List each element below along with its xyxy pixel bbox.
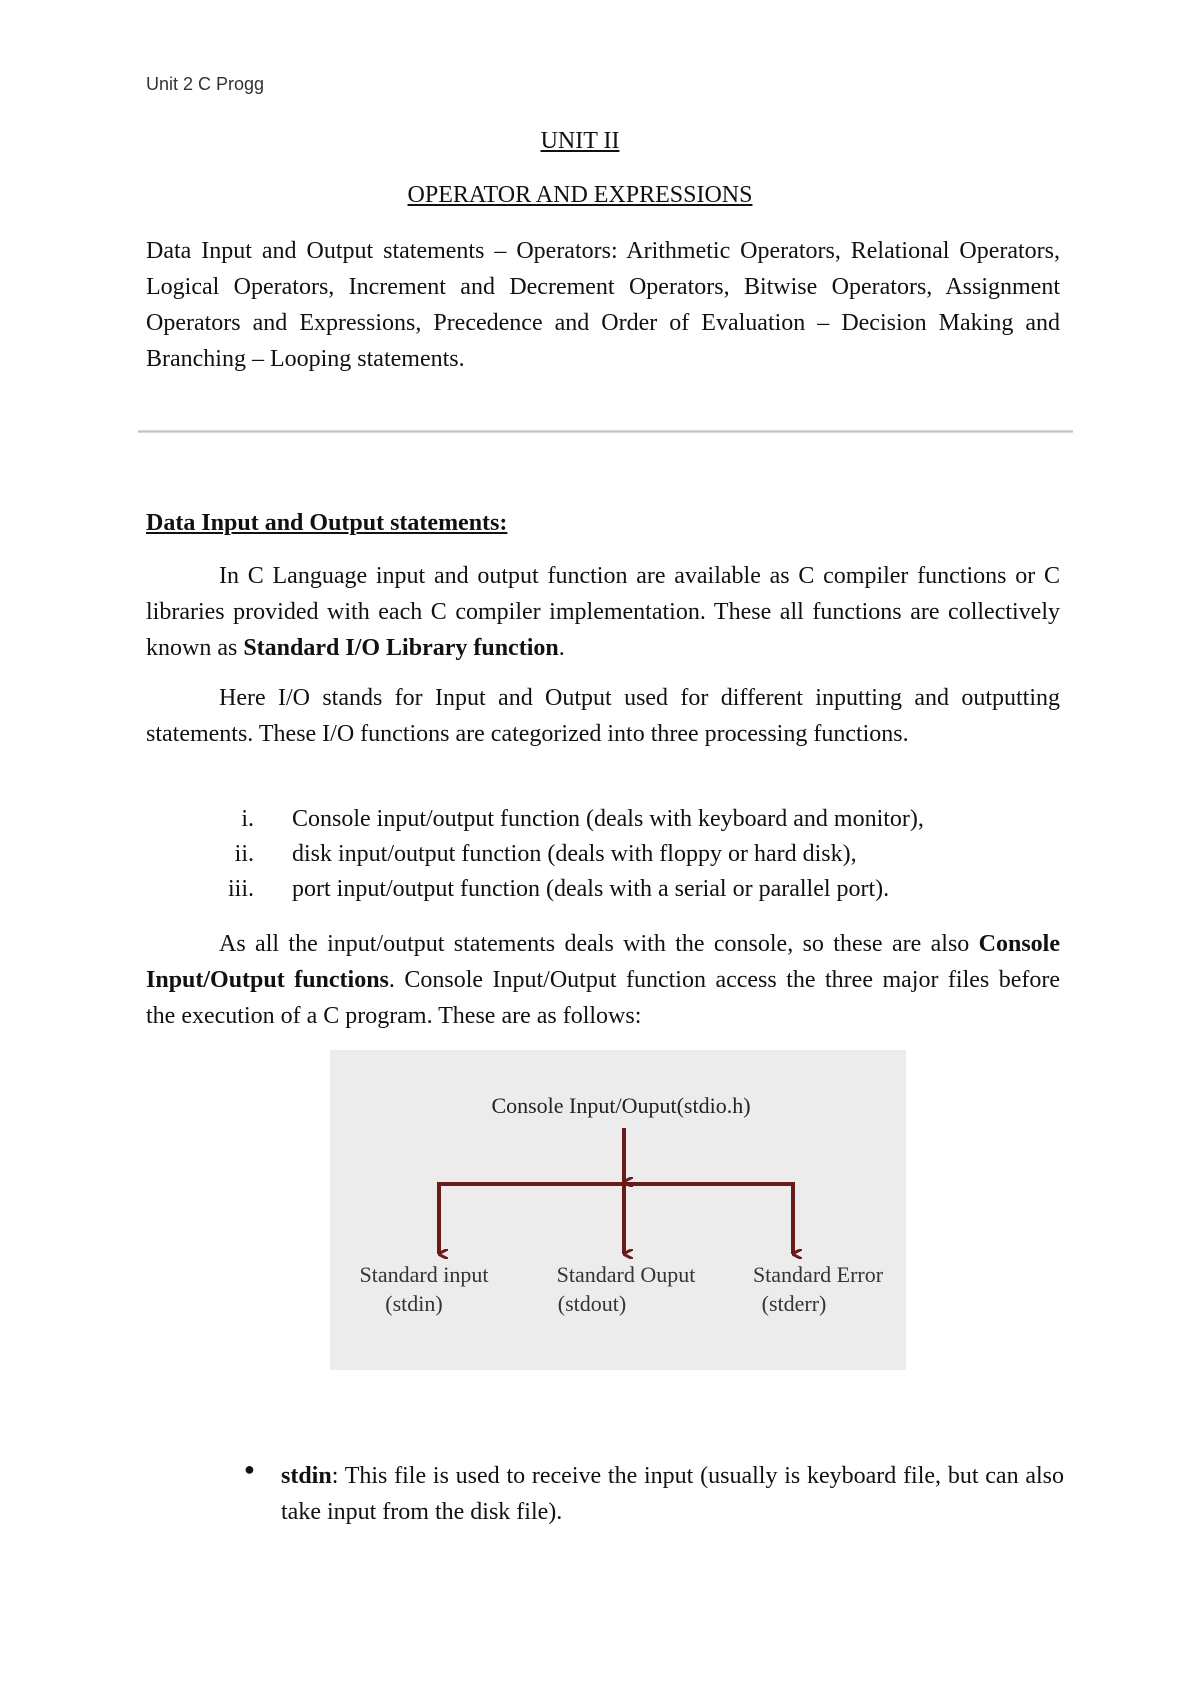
list-number: ii. bbox=[234, 841, 254, 867]
console-text-after: . Console Input/Output function access the three major files before the execution of a C program. These are as follows: bbox=[146, 967, 1060, 1029]
section-divider bbox=[138, 430, 1073, 433]
list-item bbox=[146, 872, 1060, 907]
list-item bbox=[146, 837, 1060, 872]
stderr-label: Standard Error bbox=[752, 1262, 884, 1287]
stdio-diagram-svg bbox=[330, 1050, 906, 1370]
console-io-term: Console Input/Output functions bbox=[146, 931, 1060, 993]
list-item bbox=[146, 802, 1060, 837]
stdin-label: Standard input bbox=[359, 1262, 489, 1287]
connector-lines bbox=[439, 1128, 793, 1254]
unit-title: UNIT II bbox=[540, 128, 620, 154]
section-heading: Data Input and Output statements: bbox=[146, 510, 508, 536]
stdin-stream: (stdin) bbox=[385, 1291, 443, 1316]
list-text: disk input/output function (deals with floppy or hard disk), bbox=[292, 841, 857, 867]
stdin-term: stdin bbox=[281, 1463, 332, 1489]
io-categories-list bbox=[146, 802, 1060, 907]
intro-paragraph bbox=[146, 558, 1060, 666]
bullet-icon: ● bbox=[244, 1459, 255, 1479]
list-number: i. bbox=[241, 806, 254, 832]
io-paragraph: Here I/O stands for Input and Output used for different inputting and outputting statements. These I/O functions are categorized into three processing functions. bbox=[146, 685, 1060, 747]
syllabus-paragraph: Data Input and Output statements – Operators: Arithmetic Operators, Relational Operators, Logical Operators, Increment and Decrement Operators, Bitwise Operators, Assignment Operators and Expressions, Precedence and Order of Evaluation – Decision Making and Branching – Looping statements. bbox=[146, 238, 1060, 372]
list-text: port input/output function (deals with a serial or parallel port). bbox=[292, 876, 890, 902]
running-head: Unit 2 C Progg bbox=[146, 74, 265, 94]
stderr-stream: (stderr) bbox=[761, 1291, 827, 1316]
stdio-library-term: Standard I/O Library function bbox=[243, 635, 559, 661]
list-number: iii. bbox=[227, 876, 254, 902]
intro-text: In C Language input and output function are available as C compiler functions or C libraries provided with each C compiler implementation. These all functions are collectively known as bbox=[146, 563, 1060, 661]
stdio-diagram bbox=[330, 1050, 906, 1370]
diagram-root-label: Console Input/Ouput(stdio.h) bbox=[491, 1093, 751, 1118]
list-text: Console input/output function (deals with keyboard and monitor), bbox=[292, 806, 924, 832]
console-paragraph bbox=[146, 926, 1060, 1034]
intro-end: . bbox=[558, 635, 565, 661]
console-text-before: As all the input/output statements deals with the console, so these are also bbox=[219, 931, 979, 957]
stdin-text: : This file is used to receive the input (usually is keyboard file, but can also take input from the disk file). bbox=[281, 1463, 1064, 1525]
stdout-stream: (stdout) bbox=[557, 1291, 627, 1316]
topic-title: OPERATOR AND EXPRESSIONS bbox=[407, 182, 753, 208]
stdout-label: Standard Ouput bbox=[556, 1262, 696, 1287]
stdin-description bbox=[281, 1458, 1064, 1530]
